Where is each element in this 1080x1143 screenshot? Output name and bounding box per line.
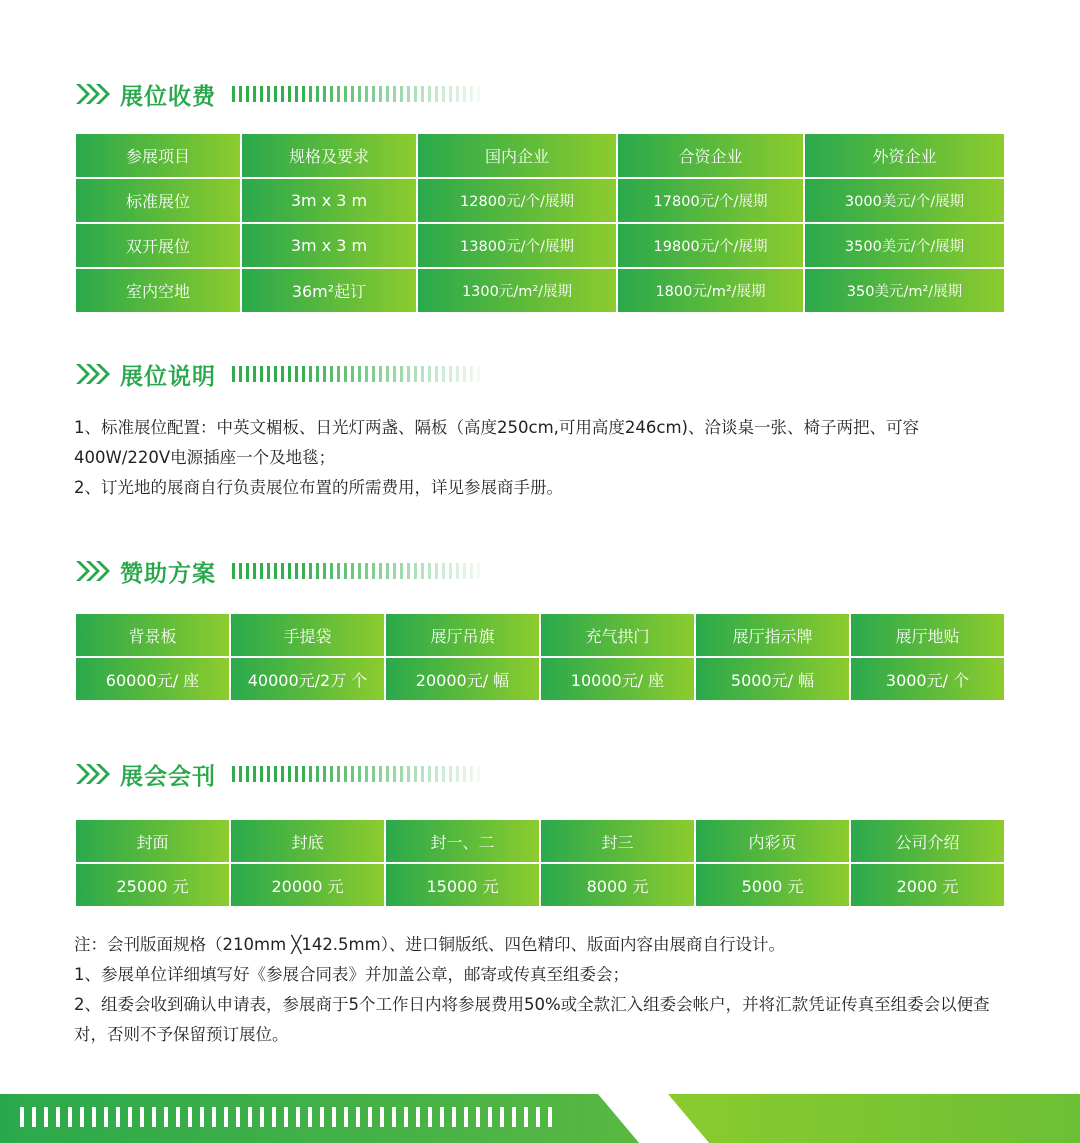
- paragraph-line: 注：会刊版面规格（210mm ╳142.5mm）、进口铜版纸、四色精印、版面内容由展商自行设计。: [74, 935, 785, 954]
- decorative-ticks: [232, 366, 482, 382]
- journal-table: [74, 818, 1006, 908]
- sponsorship-table: [74, 612, 1006, 702]
- triple-chevron-icon: [74, 82, 110, 106]
- table-header-row: [76, 820, 1004, 862]
- section-header-sponsorship: [74, 553, 482, 589]
- table-header-cell: 展厅地贴: [851, 614, 1004, 656]
- table-cell: 室内空地: [76, 269, 240, 312]
- table-header-cell: 规格及要求: [242, 134, 416, 177]
- table-header-cell: 展厅指示牌: [696, 614, 849, 656]
- table-header-cell: 国内企业: [418, 134, 616, 177]
- table-cell: 12800元/个/展期: [418, 179, 616, 222]
- table-header-cell: 外资企业: [805, 134, 1004, 177]
- table-cell: 1300元/m²/展期: [418, 269, 616, 312]
- table-cell: 3m x 3 m: [242, 224, 416, 267]
- table-row: [76, 658, 1004, 700]
- table-header-row: [76, 614, 1004, 656]
- decorative-ticks: [232, 766, 482, 782]
- table-header-row: [76, 134, 1004, 177]
- decorative-ticks: [232, 86, 482, 102]
- triple-chevron-icon: [74, 362, 110, 386]
- triple-chevron-icon: [74, 559, 110, 583]
- decorative-ticks: [232, 563, 482, 579]
- table-cell: 1800元/m²/展期: [618, 269, 803, 312]
- table-row: [76, 269, 1004, 312]
- table-cell: 40000元/2万 个: [231, 658, 384, 700]
- section-title: 展位收费: [120, 83, 216, 110]
- table-cell: 36m²起订: [242, 269, 416, 312]
- table-cell: 2000 元: [851, 864, 1004, 906]
- paragraph-line: 1、标准展位配置：中英文楣板、日光灯两盏、隔板（高度250cm,可用高度246cm)、洽谈桌一张、椅子两把、可容400W/220V电源插座一个及地毯；: [74, 418, 919, 467]
- booth-notes-text: [74, 413, 1014, 503]
- table-header-cell: 封三: [541, 820, 694, 862]
- section-title: 展位说明: [120, 363, 216, 390]
- table-cell: 60000元/ 座: [76, 658, 229, 700]
- section-header-journal: [74, 756, 482, 792]
- table-cell: 8000 元: [541, 864, 694, 906]
- table-cell: 25000 元: [76, 864, 229, 906]
- fee-table: [74, 132, 1006, 314]
- table-header-cell: 展厅吊旗: [386, 614, 539, 656]
- table-cell: 标准展位: [76, 179, 240, 222]
- table-cell: 5000 元: [696, 864, 849, 906]
- table-header-cell: 手提袋: [231, 614, 384, 656]
- table-cell: 19800元/个/展期: [618, 224, 803, 267]
- table-header-cell: 封一、二: [386, 820, 539, 862]
- paragraph-line: 1、参展单位详细填写好《参展合同表》并加盖公章，邮寄或传真至组委会；: [74, 965, 629, 984]
- section-title: 展会会刊: [120, 763, 216, 790]
- footer-bar: [0, 1094, 1080, 1143]
- table-cell: 10000元/ 座: [541, 658, 694, 700]
- table-header-cell: 封面: [76, 820, 229, 862]
- table-cell: 13800元/个/展期: [418, 224, 616, 267]
- table-cell: 17800元/个/展期: [618, 179, 803, 222]
- table-header-cell: 充气拱门: [541, 614, 694, 656]
- table-cell: 5000元/ 幅: [696, 658, 849, 700]
- paragraph-line: 2、组委会收到确认申请表，参展商于5个工作日内将参展费用50%或全款汇入组委会帐户，并将汇款凭证传真至组委会以便查对，否则不予保留预订展位。: [74, 995, 990, 1044]
- table-header-cell: 封底: [231, 820, 384, 862]
- table-cell: 3000美元/个/展期: [805, 179, 1004, 222]
- table-header-cell: 内彩页: [696, 820, 849, 862]
- table-row: [76, 179, 1004, 222]
- table-cell: 350美元/m²/展期: [805, 269, 1004, 312]
- footnotes-text: [74, 930, 1014, 1050]
- footer-accent-panel: [640, 1094, 1080, 1143]
- table-header-cell: 公司介绍: [851, 820, 1004, 862]
- table-cell: 15000 元: [386, 864, 539, 906]
- table-cell: 3m x 3 m: [242, 179, 416, 222]
- table-cell: 双开展位: [76, 224, 240, 267]
- section-header-fees: [74, 76, 482, 112]
- triple-chevron-icon: [74, 762, 110, 786]
- table-header-cell: 参展项目: [76, 134, 240, 177]
- table-row: [76, 864, 1004, 906]
- table-cell: 20000 元: [231, 864, 384, 906]
- section-title: 赞助方案: [120, 560, 216, 587]
- table-cell: 3000元/ 个: [851, 658, 1004, 700]
- decorative-ticks: [20, 1107, 560, 1127]
- table-header-cell: 合资企业: [618, 134, 803, 177]
- table-row: [76, 224, 1004, 267]
- paragraph-line: 2、订光地的展商自行负责展位布置的所需费用，详见参展商手册。: [74, 478, 563, 497]
- table-cell: 3500美元/个/展期: [805, 224, 1004, 267]
- table-header-cell: 背景板: [76, 614, 229, 656]
- section-header-booth-notes: [74, 356, 482, 392]
- table-cell: 20000元/ 幅: [386, 658, 539, 700]
